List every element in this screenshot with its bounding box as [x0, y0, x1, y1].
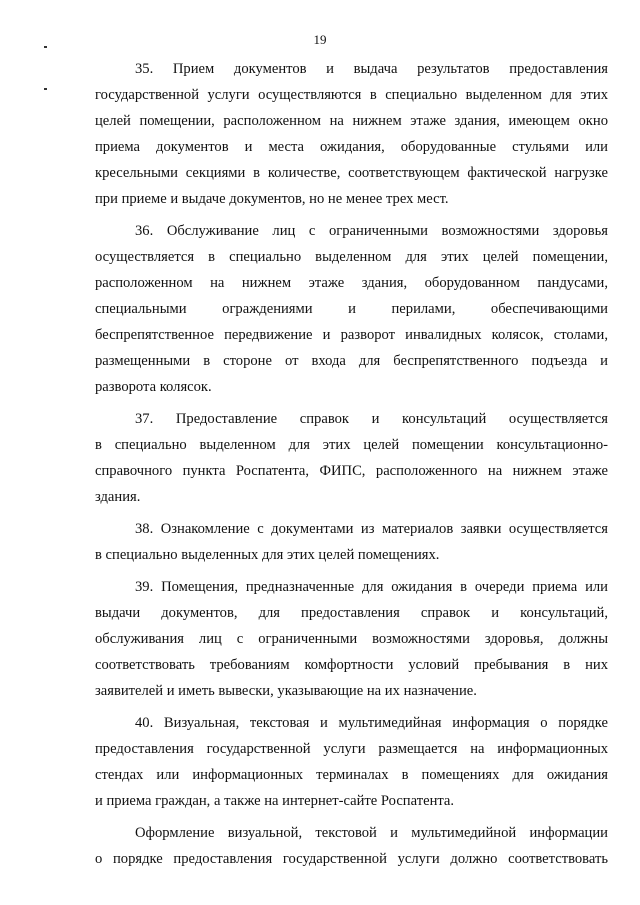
paragraph-38	[95, 516, 608, 568]
page-number: 19	[313, 32, 327, 47]
paragraph-37	[95, 406, 608, 510]
text-line: стендах или информационных терминалах в помещениях для ожидания	[95, 767, 608, 783]
text-line: осуществляется в специально выделенном для этих целей помещении,	[95, 249, 608, 265]
text-line: в специально выделенном для этих целей помещении консультационно-	[95, 437, 608, 453]
text-line: 35. Прием документов и выдача результатов предоставления	[135, 61, 608, 77]
text-line: беспрепятственное передвижение и разворот инвалидных колясок, столами,	[95, 327, 608, 343]
text-line: 36. Обслуживание лиц с ограниченными возможностями здоровья	[135, 223, 608, 239]
text-line: о порядке предоставления государственной услуги должно соответствовать	[95, 851, 608, 867]
text-line: заявителей и иметь вывески, указывающие на их назначение.	[95, 683, 477, 699]
text-line: обслуживания лиц с ограниченными возможностями здоровья, должны	[95, 631, 608, 647]
text-line: разворота колясок.	[95, 379, 212, 395]
text-line: 40. Визуальная, текстовая и мультимедийная информация о порядке	[135, 715, 608, 731]
margin-mark	[44, 46, 47, 48]
text-line: справочного пункта Роспатента, ФИПС, расположенного на нижнем этаже	[95, 463, 608, 479]
text-line: государственной услуги осуществляются в специально выделенном для этих	[95, 87, 608, 103]
document-body	[95, 56, 608, 878]
text-line: выдачи документов, для предоставления справок и консультаций,	[95, 605, 608, 621]
text-line: Оформление визуальной, текстовой и мультимедийной информации	[135, 825, 608, 841]
paragraph-35	[95, 56, 608, 212]
text-line: 38. Ознакомление с документами из материалов заявки осуществляется	[135, 521, 608, 537]
text-line: и приема граждан, а также на интернет-сайте Роспатента.	[95, 793, 455, 809]
text-line: 39. Помещения, предназначенные для ожидания в очереди приема или	[135, 579, 608, 595]
text-line: здания.	[95, 489, 141, 505]
text-line: при приеме и выдаче документов, но не менее трех мест.	[95, 191, 449, 207]
text-line: 37. Предоставление справок и консультаций осуществляется	[135, 411, 608, 427]
margin-mark	[44, 88, 47, 90]
text-line: расположенном на нижнем этаже здания, оборудованном пандусами,	[95, 275, 608, 291]
paragraph-36	[95, 218, 608, 400]
text-line: предоставления государственной услуги размещается на информационных	[95, 741, 608, 757]
paragraph-40	[95, 710, 608, 814]
text-line: приема документов и места ожидания, оборудованные стульями или	[95, 139, 608, 155]
text-line: в специально выделенных для этих целей помещениях.	[95, 547, 440, 563]
text-line: специальными ограждениями и перилами, обеспечивающими	[95, 301, 608, 317]
text-line: размещенными в стороне от входа для беспрепятственного подъезда и	[95, 353, 608, 369]
paragraph-39	[95, 574, 608, 704]
text-line: соответствовать требованиям комфортности условий пребывания в них	[95, 657, 608, 673]
text-line: кресельными секциями в количестве, соответствующем фактической нагрузке	[95, 165, 608, 181]
paragraph-design-requirements	[95, 820, 608, 872]
text-line: целей помещении, расположенном на нижнем этаже здания, имеющем окно	[95, 113, 608, 129]
